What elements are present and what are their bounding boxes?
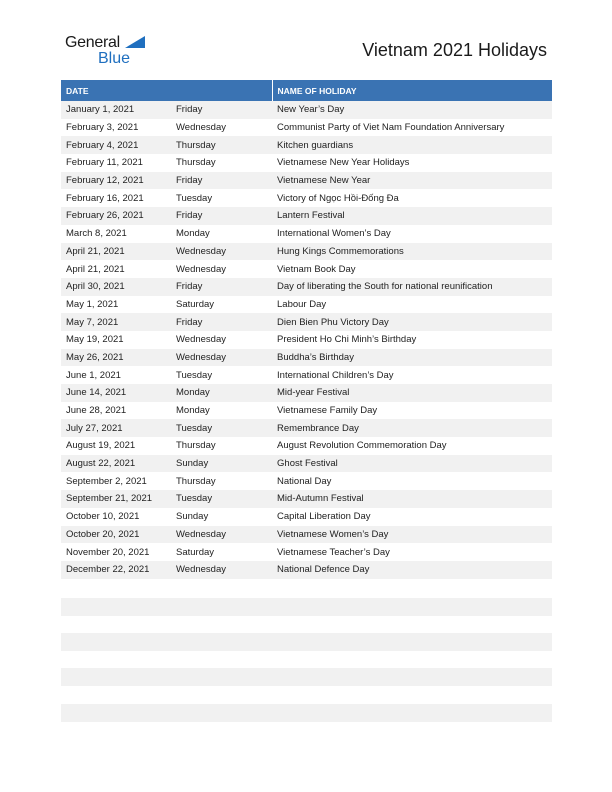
holiday-name-cell: Day of liberating the South for national reunification — [272, 278, 552, 296]
holiday-date-cell: May 26, 2021 — [61, 349, 171, 367]
table-row — [61, 437, 552, 455]
holiday-date-cell: September 21, 2021 — [61, 490, 171, 508]
holiday-name-cell: International Women’s Day — [272, 225, 552, 243]
holiday-date-cell: April 21, 2021 — [61, 243, 171, 261]
holiday-date-cell: June 28, 2021 — [61, 402, 171, 420]
table-body — [61, 101, 552, 579]
table-row — [61, 472, 552, 490]
holiday-weekday-cell: Monday — [171, 225, 272, 243]
holiday-date-cell: February 3, 2021 — [61, 119, 171, 137]
table-row — [61, 455, 552, 473]
holiday-name-cell: Dien Bien Phu Victory Day — [272, 313, 552, 331]
holiday-name-cell: Buddha’s Birthday — [272, 349, 552, 367]
table-row — [61, 366, 552, 384]
holiday-weekday-cell: Wednesday — [171, 260, 272, 278]
holiday-weekday-cell: Friday — [171, 207, 272, 225]
holiday-weekday-cell: Monday — [171, 384, 272, 402]
holiday-weekday-cell: Wednesday — [171, 526, 272, 544]
holiday-weekday-cell: Wednesday — [171, 119, 272, 137]
generalblue-logo — [65, 33, 155, 69]
holiday-name-cell: Communist Party of Viet Nam Foundation Anniversary — [272, 119, 552, 137]
holiday-weekday-cell: Thursday — [171, 472, 272, 490]
holiday-weekday-cell: Monday — [171, 402, 272, 420]
table-row — [61, 561, 552, 579]
holiday-date-cell: February 12, 2021 — [61, 172, 171, 190]
holiday-name-cell: National Defence Day — [272, 561, 552, 579]
table-row — [61, 189, 552, 207]
holiday-date-cell: June 14, 2021 — [61, 384, 171, 402]
blank-row — [61, 704, 552, 722]
table-row — [61, 119, 552, 137]
holiday-date-cell: May 1, 2021 — [61, 296, 171, 314]
table-header-row — [61, 80, 552, 101]
holiday-name-cell: New Year’s Day — [272, 101, 552, 119]
holiday-weekday-cell: Friday — [171, 101, 272, 119]
holiday-weekday-cell: Wednesday — [171, 561, 272, 579]
holiday-date-cell: October 10, 2021 — [61, 508, 171, 526]
holiday-name-cell: Hung Kings Commemorations — [272, 243, 552, 261]
holiday-weekday-cell: Tuesday — [171, 419, 272, 437]
table-row — [61, 331, 552, 349]
holiday-name-cell: President Ho Chi Minh’s Birthday — [272, 331, 552, 349]
holiday-weekday-cell: Saturday — [171, 543, 272, 561]
holiday-weekday-cell: Wednesday — [171, 331, 272, 349]
holiday-weekday-cell: Tuesday — [171, 189, 272, 207]
holiday-name-cell: National Day — [272, 472, 552, 490]
blank-row — [61, 633, 552, 651]
holiday-date-cell: April 30, 2021 — [61, 278, 171, 296]
holiday-weekday-cell: Saturday — [171, 296, 272, 314]
table-row — [61, 225, 552, 243]
table-row — [61, 296, 552, 314]
table-row — [61, 384, 552, 402]
holiday-date-cell: December 22, 2021 — [61, 561, 171, 579]
holiday-weekday-cell: Tuesday — [171, 490, 272, 508]
holiday-date-cell: August 22, 2021 — [61, 455, 171, 473]
holiday-name-cell: Vietnam Book Day — [272, 260, 552, 278]
holiday-name-cell: Labour Day — [272, 296, 552, 314]
holiday-weekday-cell: Thursday — [171, 437, 272, 455]
holiday-date-cell: March 8, 2021 — [61, 225, 171, 243]
holiday-date-cell: June 1, 2021 — [61, 366, 171, 384]
holiday-weekday-cell: Friday — [171, 313, 272, 331]
table-row — [61, 207, 552, 225]
holiday-name-cell: Vietnamese New Year — [272, 172, 552, 190]
holiday-name-cell: Vietnamese New Year Holidays — [272, 154, 552, 172]
holiday-weekday-cell: Wednesday — [171, 349, 272, 367]
table-row — [61, 154, 552, 172]
logo-word-general: General — [65, 34, 120, 51]
holiday-weekday-cell: Sunday — [171, 508, 272, 526]
holiday-table — [61, 80, 552, 579]
holiday-weekday-cell: Friday — [171, 278, 272, 296]
table-row — [61, 526, 552, 544]
table-row — [61, 101, 552, 119]
holiday-name-cell: Lantern Festival — [272, 207, 552, 225]
holiday-date-cell: January 1, 2021 — [61, 101, 171, 119]
holiday-weekday-cell: Thursday — [171, 136, 272, 154]
holiday-name-cell: International Children’s Day — [272, 366, 552, 384]
table-row — [61, 313, 552, 331]
holiday-name-cell: Kitchen guardians — [272, 136, 552, 154]
holiday-date-cell: February 26, 2021 — [61, 207, 171, 225]
column-header-holiday-name: NAME OF HOLIDAY — [272, 80, 552, 101]
holiday-weekday-cell: Friday — [171, 172, 272, 190]
table-row — [61, 508, 552, 526]
logo-triangle-icon — [125, 36, 145, 48]
table-row — [61, 543, 552, 561]
holiday-name-cell: Capital Liberation Day — [272, 508, 552, 526]
holiday-date-cell: May 7, 2021 — [61, 313, 171, 331]
holiday-date-cell: September 2, 2021 — [61, 472, 171, 490]
holiday-name-cell: Mid-Autumn Festival — [272, 490, 552, 508]
page-title: Vietnam 2021 Holidays — [362, 40, 547, 60]
logo-word-blue: Blue — [98, 50, 131, 67]
holiday-date-cell: July 27, 2021 — [61, 419, 171, 437]
holiday-date-cell: April 21, 2021 — [61, 260, 171, 278]
holiday-name-cell: Remembrance Day — [272, 419, 552, 437]
column-header-date: DATE — [61, 80, 272, 101]
table-row — [61, 402, 552, 420]
blank-row — [61, 598, 552, 616]
holiday-name-cell: Mid-year Festival — [272, 384, 552, 402]
holiday-name-cell: Vietnamese Women’s Day — [272, 526, 552, 544]
holiday-weekday-cell: Wednesday — [171, 243, 272, 261]
table-row — [61, 243, 552, 261]
table-row — [61, 172, 552, 190]
table-row — [61, 260, 552, 278]
holiday-weekday-cell: Tuesday — [171, 366, 272, 384]
holiday-weekday-cell: Sunday — [171, 455, 272, 473]
table-row — [61, 136, 552, 154]
table-row — [61, 419, 552, 437]
table-row — [61, 278, 552, 296]
holiday-name-cell: Ghost Festival — [272, 455, 552, 473]
holiday-name-cell: Victory of Ngọc Hồi-Đống Đa — [272, 189, 552, 207]
holiday-date-cell: February 16, 2021 — [61, 189, 171, 207]
blank-row — [61, 668, 552, 686]
holiday-name-cell: Vietnamese Teacher’s Day — [272, 543, 552, 561]
holiday-date-cell: February 4, 2021 — [61, 136, 171, 154]
holiday-date-cell: August 19, 2021 — [61, 437, 171, 455]
holiday-date-cell: February 11, 2021 — [61, 154, 171, 172]
holiday-date-cell: November 20, 2021 — [61, 543, 171, 561]
holiday-date-cell: October 20, 2021 — [61, 526, 171, 544]
holiday-name-cell: Vietnamese Family Day — [272, 402, 552, 420]
holiday-date-cell: May 19, 2021 — [61, 331, 171, 349]
table-row — [61, 490, 552, 508]
table-row — [61, 349, 552, 367]
holiday-weekday-cell: Thursday — [171, 154, 272, 172]
holiday-name-cell: August Revolution Commemoration Day — [272, 437, 552, 455]
